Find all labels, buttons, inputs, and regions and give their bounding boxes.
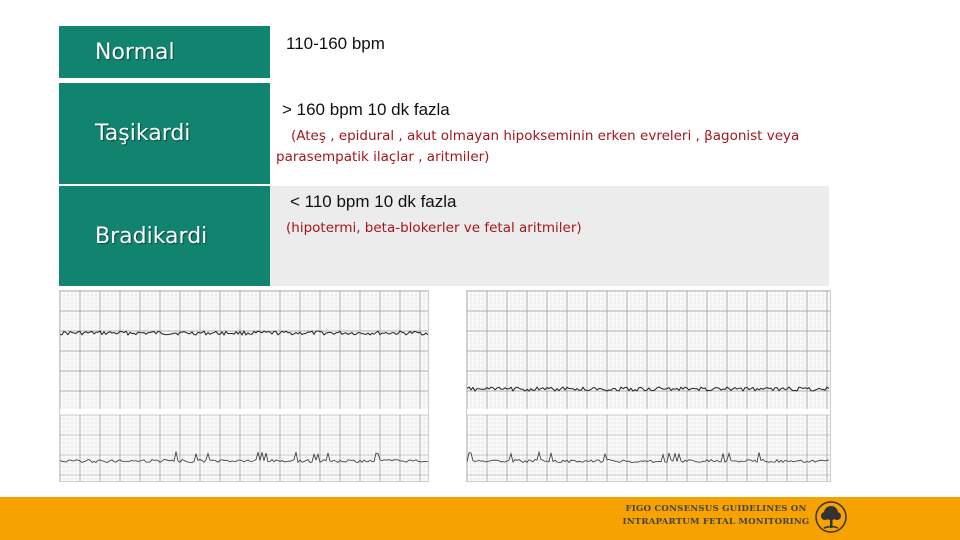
row-normal [59, 26, 829, 80]
rate-normal: 110-160 bpm [286, 34, 385, 53]
ctg-strip-bradikardi [59, 290, 429, 482]
label-tasikardi: Taşikardi [59, 82, 270, 184]
content-tasikardi [270, 82, 829, 184]
label-bradikardi: Bradikardi [59, 186, 270, 286]
rate-tasikardi: > 160 bpm 10 dk fazla [282, 100, 450, 119]
rate-bradikardi: < 110 bpm 10 dk fazla [290, 192, 457, 211]
ctg-strip-tasikardi [466, 290, 831, 482]
footer-citation [620, 503, 812, 529]
footer-line-2: INTRAPARTUM FETAL MONITORING [622, 517, 810, 527]
content-normal [270, 26, 829, 80]
cause-bradikardi: (hipotermi, beta-blokerler ve fetal aritmiler) [286, 220, 582, 236]
content-bradikardi [270, 186, 829, 286]
footer-line-1: FIGO CONSENSUS GUIDELINES ON [625, 504, 807, 514]
figo-tree-logo-icon [815, 501, 847, 533]
row-tasikardi [59, 82, 829, 184]
row-bradikardi [59, 186, 829, 286]
label-normal: Normal [59, 26, 270, 80]
cause-tasikardi: (Ateş , epidural , akut olmayan hipokseminin erken evreleri , βagonist veya parasempatik ilaçlar , aritmiler) [276, 128, 800, 165]
ctg-strip-image [467, 291, 830, 481]
ctg-strip-image [60, 291, 428, 481]
